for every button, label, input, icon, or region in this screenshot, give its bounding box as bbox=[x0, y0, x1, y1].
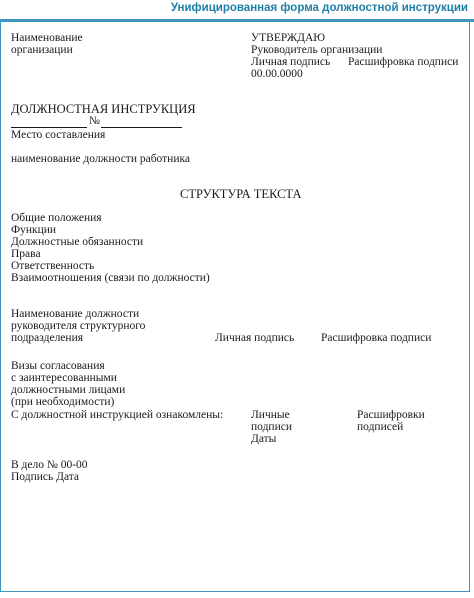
place-of-compilation: Место составления bbox=[11, 129, 106, 141]
number-underline bbox=[101, 127, 182, 128]
file-reference: В дело № 00-00 bbox=[11, 459, 88, 471]
structure-item: Взаимоотношения (связи по должности) bbox=[11, 272, 210, 284]
signature-date: Подпись Дата bbox=[11, 471, 80, 483]
manager-position-line2: руководителя структурного bbox=[11, 320, 146, 332]
acquainted-decoding-line1: Расшифровки bbox=[357, 409, 425, 421]
manager-signature: Личная подпись bbox=[215, 332, 295, 344]
visas-line2: с заинтересованными bbox=[11, 372, 117, 384]
employee-position-name: наименование должности работника bbox=[11, 153, 191, 165]
visas-line1: Визы согласования bbox=[11, 360, 105, 372]
org-name-line2: организации bbox=[11, 44, 73, 56]
structure-item: Права bbox=[11, 248, 41, 260]
acquainted-dates: Даты bbox=[251, 433, 277, 445]
acquainted-signatures-line2: подписи bbox=[251, 421, 292, 433]
structure-item: Ответственность bbox=[11, 260, 95, 272]
date-underline bbox=[11, 127, 87, 128]
manager-position-line3: подразделения bbox=[11, 332, 84, 344]
document-title: ДОЛЖНОСТНАЯ ИНСТРУКЦИЯ bbox=[11, 102, 196, 116]
structure-item: Должностные обязанности bbox=[11, 236, 144, 248]
structure-item: Общие положения bbox=[11, 212, 102, 224]
form-title: Унифицированная форма должностной инструкции bbox=[170, 2, 468, 14]
manager-signature-decoding: Расшифровка подписи bbox=[321, 332, 432, 344]
number-sign: № bbox=[89, 115, 100, 127]
approver-signature-decoding: Расшифровка подписи bbox=[348, 56, 459, 68]
structure-item: Функции bbox=[11, 224, 57, 236]
approval-date: 00.00.0000 bbox=[251, 68, 303, 80]
visas-line4: (при необходимости) bbox=[11, 396, 115, 408]
acquainted-label: С должностной инструкцией ознакомлены: bbox=[11, 409, 224, 421]
manager-position-line1: Наименование должности bbox=[11, 308, 140, 320]
approver-title: Руководитель организации bbox=[251, 44, 383, 56]
org-name-line1: Наименование bbox=[11, 32, 83, 44]
approve-label: УТВЕРЖДАЮ bbox=[251, 32, 326, 44]
visas-line3: должностными лицами bbox=[11, 384, 126, 396]
acquainted-decoding-line2: подписей bbox=[357, 421, 404, 433]
acquainted-signatures-line1: Личные bbox=[251, 409, 290, 421]
approver-signature: Личная подпись bbox=[251, 56, 331, 68]
structure-title: СТРУКТУРА ТЕКСТА bbox=[180, 187, 302, 201]
